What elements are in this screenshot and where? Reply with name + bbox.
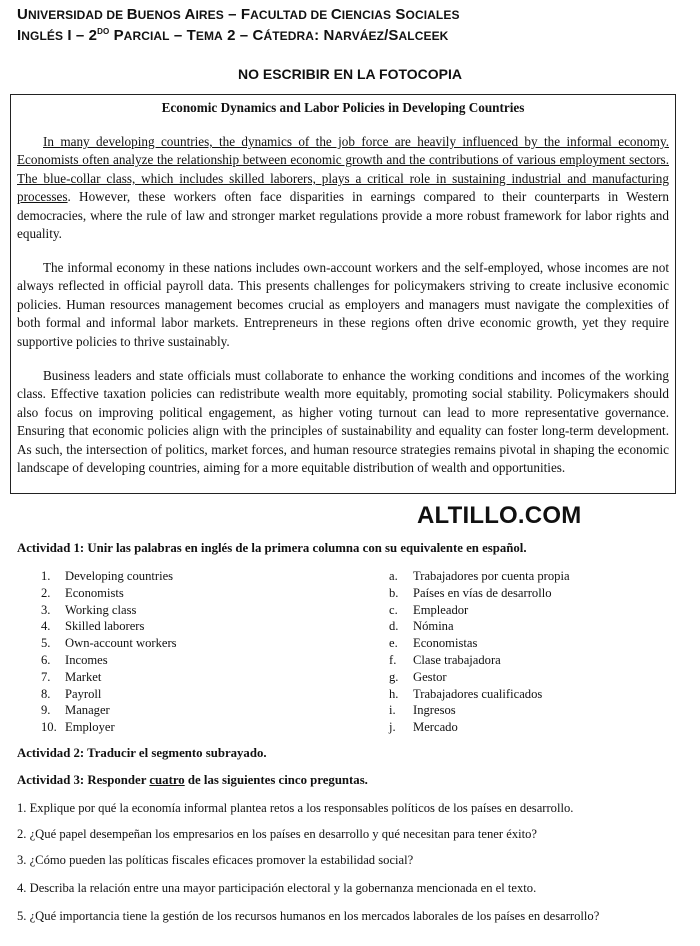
activity-2-instruction: Actividad 2: Traducir el segmento subrayado. <box>17 746 267 760</box>
english-terms-list <box>41 568 177 736</box>
list-item: e. Economistas <box>389 636 478 651</box>
question-4: 4. Describa la relación entre una mayor participación electoral y la gobernanza mencionada en el texto. <box>17 881 537 895</box>
paragraph-1-rest: . However, these workers often face disparities in earnings compared to their counterparts in Western democracies, where the rule of law and stronger market regulations provide a more robust framework for labor rights and equality. <box>17 189 669 242</box>
list-item: h. Trabajadores cualificados <box>389 686 543 701</box>
list-item: j. Mercado <box>389 720 458 735</box>
list-item: c. Empleador <box>389 602 469 617</box>
question-1: 1. Explique por qué la economía informal plantea retos a los responsables políticos de los países en desarrollo. <box>17 801 574 815</box>
paragraph-3: Business leaders and state officials must collaborate to enhance the working conditions and incomes of the working class. Effective taxation policies can redistribute wealth more equitably, promoting social stability. Policymakers should also focus on improving political engagement, as higher voting turnout can lead to more representative governance. Ensuring that economic policies align with the principles of sustainability and equality can foster long-term development. As such, the intersection of politics, market forces, and human resource strategies remains pivotal in shaping the economic landscape of developing countries, aiming for a more equitable distribution of wealth and opportunities. <box>17 368 669 476</box>
altillo-watermark: ALTILLO.COM <box>417 502 582 529</box>
no-photocopy-warning: NO ESCRIBIR EN LA FOTOCOPIA <box>237 66 462 82</box>
list-item: 8. Payroll <box>41 686 102 701</box>
list-item: 4. Skilled laborers <box>41 619 145 634</box>
list-item: 3. Working class <box>41 602 137 617</box>
underlined-word: cuatro <box>149 773 185 787</box>
header-course-line: INGLÉS I – $2^{DO}$ PARCIAL – TEMA 2 – CÁTEDRA: NARVÁEZ/SALCEEK <box>17 27 449 44</box>
underlined-segment: In many developing countries, the dynamics of the job force are heavily influenced by the informal economy. Economists often analyze the relationship between economic growth and the contributions of various employment sectors. The blue-collar class, which includes skilled laborers, plays a critical role in sustaining industrial and manufacturing processes <box>17 134 669 205</box>
header-university-line: UNIVERSIDAD DE BUENOS AIRES – FACULTAD DE CIENCIAS SOCIALES <box>17 6 460 23</box>
paragraph-2: The informal economy in these nations includes own-account workers and the self-employed, whose incomes are not always reflected in official payroll data. This presents challenges for policymakers striving to create inclusive economic policies. Human resources management becomes crucial as employers and managers must navigate the complexities of both formal and informal labor markets. Entrepreneurs in these regions often drive economic growth, yet they require supportive policies to thrive sustainably. <box>17 260 669 349</box>
paragraph-1 <box>17 133 669 243</box>
question-2: 2. ¿Qué papel desempeñan los empresarios en los países en desarrollo y qué necesitan para tener éxito? <box>17 827 537 841</box>
activity-3-instruction: Actividad 3: Responder cuatro de las siguientes cinco preguntas. <box>17 773 368 787</box>
question-5: 5. ¿Qué importancia tiene la gestión de los recursos humanos en los mercados laborales de los países en desarrollo? <box>17 909 600 923</box>
spanish-terms-list <box>389 568 570 736</box>
reading-passage-box <box>10 94 676 494</box>
list-item: 7. Market <box>41 669 102 684</box>
list-item: i. Ingresos <box>389 703 456 718</box>
list-item: g. Gestor <box>389 669 447 684</box>
list-item: f. Clase trabajadora <box>389 652 501 667</box>
list-item: a. Trabajadores por cuenta propia <box>389 569 570 583</box>
list-item: 5. Own-account workers <box>41 636 177 651</box>
list-item: 2. Economists <box>41 585 124 600</box>
list-item: 9. Manager <box>41 703 110 718</box>
list-item: 1. Developing countries <box>41 569 174 583</box>
list-item: 10. Employer <box>41 720 115 735</box>
activity-1-instruction: Actividad 1: Unir las palabras en inglés de la primera columna con su equivalente en español. <box>17 541 527 555</box>
reading-title: Economic Dynamics and Labor Policies in Developing Countries <box>161 100 525 115</box>
question-3: 3. ¿Cómo pueden las políticas fiscales eficaces promover la estabilidad social? <box>17 853 414 867</box>
list-item: 6. Incomes <box>41 652 108 667</box>
list-item: b. Países en vías de desarrollo <box>389 585 552 600</box>
list-item: d. Nómina <box>389 619 454 634</box>
